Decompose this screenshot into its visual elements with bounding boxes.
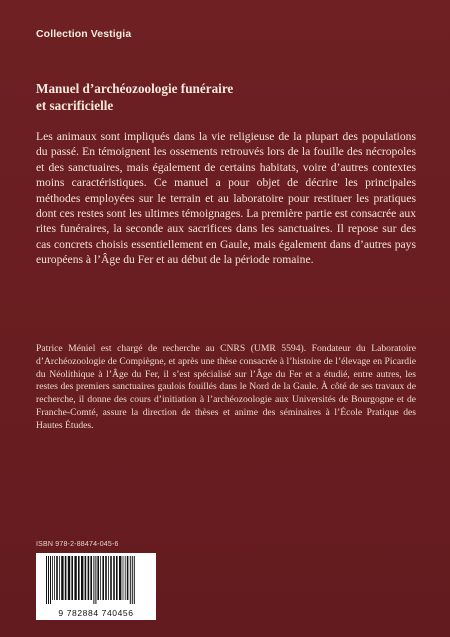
barcode xyxy=(36,553,156,620)
isbn-label: ISBN 978-2-88474-045-6 xyxy=(36,541,119,548)
barcode-bar xyxy=(127,556,129,600)
barcode-bar xyxy=(68,556,70,600)
book-summary: Les animaux sont impliqués dans la vie religieuse de la plupart des populations du passé. En témoignent les ossements retrouvés lors de la fouille des nécropoles et des sanctuaires, mais également de certains habitats, voire d’autres contextes moins caractéristiques. Ce manuel a pour objet de décrire les principales méthodes employées sur le terrain et au laboratoire pour restituer les pratiques dont ces restes sont les ultimes témoignages. La première partie est consacrée aux rites funéraires, la seconde aux sacrifices dans les sanctuaires. Il repose sur des cas concrets choisis essentiellement en Gaule, mais également dans d’autres pays européens à l’Âge du Fer et au début de la période romaine. xyxy=(36,130,416,267)
barcode-bars xyxy=(44,556,148,606)
barcode-bar xyxy=(108,556,109,600)
barcode-bar xyxy=(105,556,107,600)
book-title xyxy=(36,80,416,114)
barcode-bar xyxy=(59,556,60,600)
barcode-number: 9 782884 740456 xyxy=(58,608,134,618)
barcode-bar xyxy=(130,556,131,604)
barcode-bar xyxy=(100,556,101,600)
barcode-bar xyxy=(48,556,49,604)
barcode-bar xyxy=(46,556,47,604)
book-title-line-1: Manuel d’archéozoologie funéraire xyxy=(36,81,234,96)
barcode-bar xyxy=(65,556,67,600)
barcode-bar xyxy=(85,556,87,600)
barcode-bar xyxy=(90,556,92,600)
author-bio: Patrice Méniel est chargé de recherche au CNRS (UMR 5594). Fondateur du Laboratoire d’Archéozoologie de Compiègne, et après une thèse consacrée à l’histoire de l’élevage en Picardie du Néolithique à l’Âge du Fer, il s’est spécialisé sur l’Âge du Fer et a étudié, entre autres, les restes des premiers sanctuaires gaulois fouillés dans le Nord de la Gaule. À côté de ses travaux de recherche, il donne des cours d’initiation à l’archéozoologie aux Universités de Bourgogne et de Franche-Comté, assure la direction de thèses et anime des séminaires à l’École Pratique des Hautes Études. xyxy=(36,343,416,431)
barcode-bar xyxy=(71,556,73,600)
barcode-bar xyxy=(52,556,53,600)
barcode-bar xyxy=(93,556,94,604)
barcode-bar xyxy=(81,556,83,600)
book-title-line-2: et sacrificielle xyxy=(36,98,114,113)
barcode-bar xyxy=(88,556,90,600)
barcode-bar xyxy=(74,556,76,600)
barcode-bar xyxy=(132,556,133,604)
barcode-bar xyxy=(123,556,124,600)
barcode-bar xyxy=(95,556,96,604)
barcode-bar xyxy=(54,556,55,600)
barcode-bar xyxy=(110,556,112,600)
barcode-bar xyxy=(56,556,58,600)
barcode-bar xyxy=(102,556,104,600)
barcode-bar xyxy=(113,556,115,600)
barcode-bar xyxy=(119,556,121,600)
barcode-bar xyxy=(125,556,126,600)
barcode-bar xyxy=(116,556,118,600)
collection-name: Collection Vestigia xyxy=(36,28,132,40)
barcode-bar xyxy=(134,556,135,604)
barcode-bar xyxy=(61,556,63,600)
barcode-bar xyxy=(78,556,80,600)
barcode-bar xyxy=(50,556,51,604)
barcode-bar xyxy=(97,556,99,600)
